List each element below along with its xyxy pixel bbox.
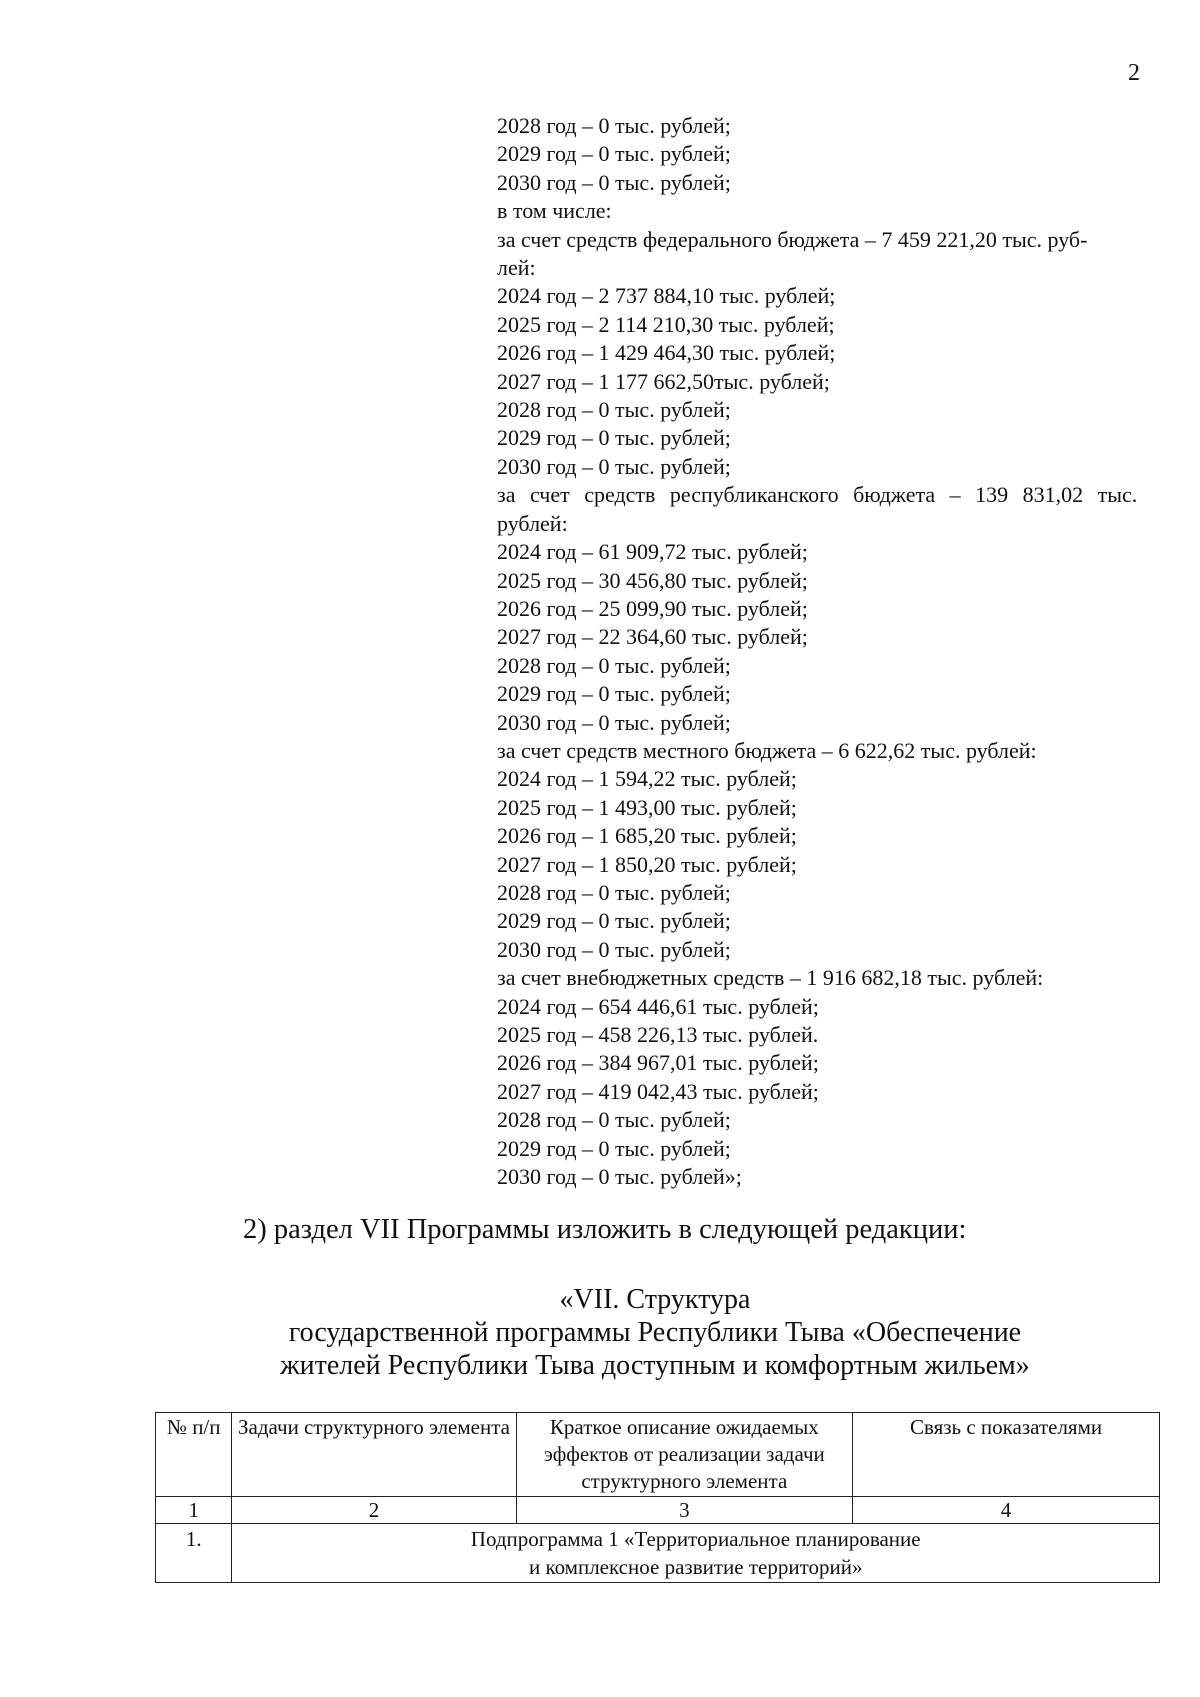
finance-line: рублей:: [497, 510, 568, 536]
page-number: 2: [1128, 60, 1140, 86]
subprogram-title-line: и комплексное развитие территорий»: [528, 1555, 863, 1579]
extrabudgetary-total: за счет внебюджетных средств – 1 916 682,18 тыс. рублей:: [497, 965, 1044, 991]
section-title-line: жителей Республики Тыва доступным и комфортным жильем»: [280, 1350, 1030, 1381]
finance-line: 2024 год – 654 446,61 тыс. рублей;: [497, 993, 819, 1019]
section-title-line: государственной программы Республики Тыва «Обеспечение: [288, 1317, 1022, 1348]
section-title: [200, 1283, 1110, 1382]
header-indicator-links: Связь с показателями: [853, 1413, 1160, 1497]
finance-line: 2028 год – 0 тыс. рублей;: [497, 397, 731, 423]
finance-line: 2029 год – 0 тыс. рублей;: [497, 1135, 731, 1161]
federal-budget-total: за счет средств федерального бюджета – 7 459 221,20 тыс. руб-: [497, 226, 1088, 252]
amendment-item: 2) раздел VII Программы изложить в следующей редакции:: [243, 1214, 967, 1245]
finance-line: 2025 год – 30 456,80 тыс. рублей;: [497, 567, 808, 593]
finance-line: в том числе:: [497, 198, 612, 224]
table-row: [156, 1524, 1160, 1583]
finance-line: 2028 год – 0 тыс. рублей;: [497, 879, 731, 905]
row-number: 1.: [156, 1524, 232, 1583]
finance-line: 2026 год – 384 967,01 тыс. рублей;: [497, 1050, 819, 1076]
finance-line: 2027 год – 1 177 662,50тыс. рублей;: [497, 368, 830, 394]
local-budget-total: за счет средств местного бюджета – 6 622,62 тыс. рублей:: [497, 737, 1037, 763]
header-tasks: Задачи структурного элемента: [232, 1413, 516, 1497]
finance-line: 2028 год – 0 тыс. рублей;: [497, 113, 731, 138]
finance-line: 2024 год – 1 594,22 тыс. рублей;: [497, 766, 797, 792]
finance-line: 2024 год – 2 737 884,10 тыс. рублей;: [497, 283, 836, 309]
finance-line: 2025 год – 458 226,13 тыс. рублей.: [497, 1022, 819, 1047]
header-effects: Краткое описание ожидаемых эффектов от реализации задачи структурного элемента: [516, 1413, 853, 1497]
column-number-row: [156, 1497, 1160, 1524]
header-number: № п/п: [156, 1413, 232, 1497]
finance-line: 2026 год – 1 685,20 тыс. рублей;: [497, 823, 797, 849]
structure-table: [155, 1412, 1160, 1583]
finance-line: 2029 год – 0 тыс. рублей;: [497, 908, 731, 934]
finance-line: 2028 год – 0 тыс. рублей;: [497, 652, 731, 678]
finance-line: 2026 год – 1 429 464,30 тыс. рублей;: [497, 340, 836, 366]
finance-line: 2030 год – 0 тыс. рублей;: [497, 169, 731, 195]
finance-line: 2030 год – 0 тыс. рублей;: [497, 709, 731, 735]
finance-line: 2029 год – 0 тыс. рублей;: [497, 141, 731, 167]
finance-line: 2027 год – 419 042,43 тыс. рублей;: [497, 1078, 819, 1104]
financing-volume-block: [497, 112, 1167, 1191]
finance-line: 2030 год – 0 тыс. рублей;: [497, 453, 731, 479]
column-number: 1: [156, 1497, 232, 1524]
subprogram-cell: [232, 1524, 1160, 1583]
finance-line: 2025 год – 1 493,00 тыс. рублей;: [497, 794, 797, 820]
finance-line: 2026 год – 25 099,90 тыс. рублей;: [497, 595, 808, 621]
finance-line: лей:: [497, 255, 536, 281]
column-number: 2: [232, 1497, 516, 1524]
finance-line: 2024 год – 61 909,72 тыс. рублей;: [497, 539, 808, 565]
finance-line: 2027 год – 1 850,20 тыс. рублей;: [497, 851, 797, 877]
finance-line: 2030 год – 0 тыс. рублей;: [497, 936, 731, 962]
table-header-row: [156, 1413, 1160, 1497]
finance-line: 2029 год – 0 тыс. рублей;: [497, 425, 731, 451]
column-number: 3: [516, 1497, 853, 1524]
finance-line: 2027 год – 22 364,60 тыс. рублей;: [497, 624, 808, 650]
column-number: 4: [853, 1497, 1160, 1524]
finance-line: 2025 год – 2 114 210,30 тыс. рублей;: [497, 311, 835, 337]
finance-line: 2028 год – 0 тыс. рублей;: [497, 1107, 731, 1133]
finance-line: 2029 год – 0 тыс. рублей;: [497, 681, 731, 707]
finance-line: 2030 год – 0 тыс. рублей»;: [497, 1164, 742, 1190]
republican-budget-total: за счет средств республиканского бюджета – 139 831,02 тыс.: [497, 482, 1138, 508]
section-title-line: «VII. Структура: [559, 1284, 751, 1315]
subprogram-title-line: Подпрограмма 1 «Территориальное планирование: [470, 1527, 921, 1551]
